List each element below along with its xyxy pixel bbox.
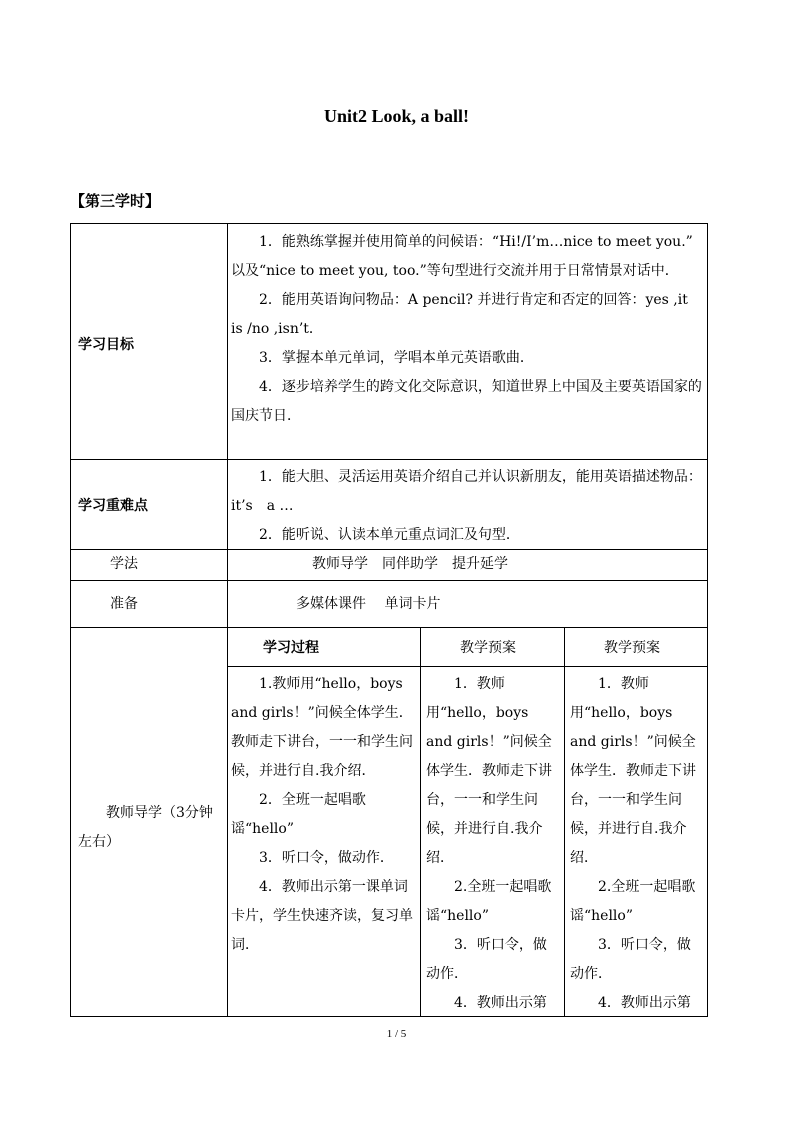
- process-column-1: [231, 670, 416, 960]
- header-divider: [227, 666, 708, 667]
- key-point-item: 1．能大胆、灵活运用英语介绍自己并认识新朋友，能用英语描述物品：it’s a …: [231, 469, 702, 514]
- objectives-content: [231, 228, 703, 431]
- row-divider: [70, 627, 708, 628]
- process-step: 1．教师用“hello，boys and girls！”问候全体学生．教师走下讲台，一一和学生问候，并进行自.我介绍．: [426, 676, 552, 866]
- process-column-2: [426, 670, 559, 1015]
- table-border-right: [707, 223, 708, 1017]
- process-step: 2.全班一起唱歌谣“hello”: [570, 879, 696, 924]
- objectives-label: 学习目标: [78, 337, 134, 353]
- process-step: 4．教师出示第: [454, 995, 547, 1011]
- key-points-label: 学习重难点: [78, 498, 148, 514]
- row-divider: [70, 459, 708, 460]
- process-column-3: [570, 670, 703, 1015]
- process-step: 4．教师出示第: [598, 995, 691, 1011]
- section-heading: 【第三学时】: [70, 192, 161, 210]
- preparation-value: 多媒体课件 单词卡片: [296, 596, 441, 612]
- process-label: 教师导学（3分钟左右）: [78, 805, 213, 850]
- process-step: 2.全班一起唱歌谣“hello”: [426, 879, 552, 924]
- process-step: 3．听口令，做动作．: [570, 937, 691, 982]
- process-step: 3．听口令，做动作．: [259, 850, 394, 866]
- method-label: 学法: [110, 556, 138, 572]
- column-divider: [564, 627, 565, 1017]
- column-divider: [420, 627, 421, 1017]
- process-header-3: 教学预案: [604, 640, 660, 656]
- document-title: Unit2 Look, a ball!: [323, 106, 470, 126]
- objective-item: 1．能熟练掌握并使用简单的问候语：“Hi!/I’m…nice to meet you.” 以及“nice to meet you, too.”等句型进行交流并用于日常情景对话中．: [231, 234, 693, 279]
- column-divider: [227, 223, 228, 1017]
- process-step: 1.教师用“hello，boys and girls！”问候全体学生．教师走下讲台，一一和学生问候，并进行自.我介绍．: [231, 676, 413, 779]
- row-divider: [70, 580, 708, 581]
- process-step: 2．全班一起唱歌谣“hello”: [231, 792, 366, 837]
- process-step: 3．听口令，做动作．: [426, 937, 547, 982]
- process-header-2: 教学预案: [460, 640, 516, 656]
- key-points-content: [231, 463, 703, 550]
- objective-item: 3．掌握本单元单词，学唱本单元英语歌曲．: [259, 350, 534, 366]
- key-point-item: 2．能听说、认读本单元重点词汇及句型．: [259, 527, 520, 543]
- objective-item: 4．逐步培养学生的跨文化交际意识，知道世界上中国及主要英语国家的国庆节日．: [231, 379, 702, 424]
- process-step: 4．教师出示第一课单词卡片，学生快速齐读，复习单词．: [231, 879, 413, 953]
- process-header-1: 学习过程: [263, 640, 319, 656]
- preparation-label: 准备: [110, 596, 138, 612]
- page-number: 1 / 5: [386, 1028, 407, 1040]
- objective-item: 2．能用英语询问物品：A pencil? 并进行肯定和否定的回答：yes ,it is /no ,isn’t．: [231, 292, 702, 337]
- process-step: 1．教师用“hello，boys and girls！”问候全体学生．教师走下讲台，一一和学生问候，并进行自.我介绍．: [570, 676, 696, 866]
- table-border-bottom: [70, 1016, 708, 1017]
- method-value: 教师导学 同伴助学 提升延学: [312, 556, 508, 572]
- table-border-top: [70, 223, 708, 224]
- table-border-left: [70, 223, 71, 1017]
